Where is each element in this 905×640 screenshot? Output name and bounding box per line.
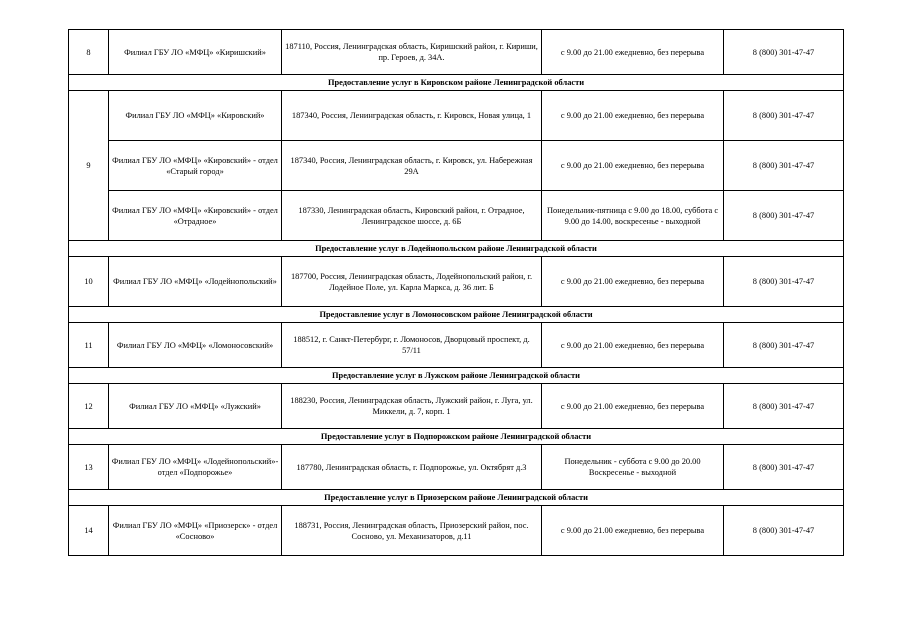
- branch-phone: 8 (800) 301-47-47: [724, 30, 844, 75]
- branch-name: Филиал ГБУ ЛО «МФЦ» «Киришский»: [109, 30, 282, 75]
- branch-hours: с 9.00 до 21.00 ежедневно, без перерыва: [542, 91, 724, 141]
- section-heading: Предоставление услуг в Приозерском районе Ленинградской области: [69, 490, 844, 506]
- branch-address: 187700, Россия, Ленинградская область, Лодейнопольский район, г. Лодейное Поле, ул. Карла Маркса, д. 36 лит. Б: [282, 257, 542, 307]
- branch-name: Филиал ГБУ ЛО «МФЦ» «Лужский»: [109, 384, 282, 429]
- section-heading: Предоставление услуг в Подпорожском районе Ленинградской области: [69, 429, 844, 445]
- branch-name: Филиал ГБУ ЛО «МФЦ» «Кировский» - отдел «Отрадное»: [109, 191, 282, 241]
- row-number: 14: [69, 506, 109, 556]
- branch-phone: 8 (800) 301-47-47: [724, 257, 844, 307]
- table-row: [69, 445, 844, 490]
- branch-name: Филиал ГБУ ЛО «МФЦ» «Лодейнопольский»: [109, 257, 282, 307]
- section-row: [69, 490, 844, 506]
- section-heading: Предоставление услуг в Ломоносовском районе Ленинградской области: [69, 307, 844, 323]
- branch-hours: с 9.00 до 21.00 ежедневно, без перерыва: [542, 323, 724, 368]
- branch-phone: 8 (800) 301-47-47: [724, 384, 844, 429]
- section-heading: Предоставление услуг в Кировском районе Ленинградской области: [69, 75, 844, 91]
- branch-name: Филиал ГБУ ЛО «МФЦ» «Кировский» - отдел «Старый город»: [109, 141, 282, 191]
- branch-address: 187780, Ленинградская область, г. Подпорожье, ул. Октябрят д.3: [282, 445, 542, 490]
- table-row: [69, 30, 844, 75]
- section-heading: Предоставление услуг в Лодейнопольском районе Ленинградской области: [69, 241, 844, 257]
- table-row: [69, 384, 844, 429]
- branch-hours: с 9.00 до 21.00 ежедневно, без перерыва: [542, 257, 724, 307]
- branch-hours: Понедельник - суббота с 9.00 до 20.00 Воскресенье - выходной: [542, 445, 724, 490]
- branch-address: 187330, Ленинградская область, Кировский район, г. Отрадное, Ленинградское шоссе, д. 6Б: [282, 191, 542, 241]
- row-number: 9: [69, 91, 109, 241]
- branch-address: 187110, Россия, Ленинградская область, Киришский район, г. Кириши, пр. Героев, д. 34А.: [282, 30, 542, 75]
- branch-hours: с 9.00 до 21.00 ежедневно, без перерыва: [542, 141, 724, 191]
- branch-address: 188230, Россия, Ленинградская область, Лужский район, г. Луга, ул. Миккели, д. 7, корп. 1: [282, 384, 542, 429]
- table-row: [69, 257, 844, 307]
- row-number: 12: [69, 384, 109, 429]
- branch-name: Филиал ГБУ ЛО «МФЦ» «Приозерск» - отдел «Сосново»: [109, 506, 282, 556]
- branch-phone: 8 (800) 301-47-47: [724, 445, 844, 490]
- section-row: [69, 429, 844, 445]
- branch-phone: 8 (800) 301-47-47: [724, 323, 844, 368]
- section-row: [69, 368, 844, 384]
- row-number: 8: [69, 30, 109, 75]
- branch-name: Филиал ГБУ ЛО «МФЦ» «Кировский»: [109, 91, 282, 141]
- branch-phone: 8 (800) 301-47-47: [724, 506, 844, 556]
- table-row: [69, 141, 844, 191]
- section-row: [69, 241, 844, 257]
- branch-address: 188731, Россия, Ленинградская область, Приозерский район, пос. Сосново, ул. Механизаторов, д.11: [282, 506, 542, 556]
- branch-hours: с 9.00 до 21.00 ежедневно, без перерыва: [542, 506, 724, 556]
- row-number: 10: [69, 257, 109, 307]
- branch-hours: Понедельник-пятница с 9.00 до 18.00, суббота с 9.00 до 14.00, воскресенье - выходной: [542, 191, 724, 241]
- row-number: 13: [69, 445, 109, 490]
- branch-name: Филиал ГБУ ЛО «МФЦ» «Лодейнопольский»-отдел «Подпорожье»: [109, 445, 282, 490]
- section-row: [69, 75, 844, 91]
- branches-table: [68, 29, 844, 556]
- branch-hours: с 9.00 до 21.00 ежедневно, без перерыва: [542, 384, 724, 429]
- branch-address: 188512, г. Санкт-Петербург, г. Ломоносов, Дворцовый проспект, д. 57/11: [282, 323, 542, 368]
- section-row: [69, 307, 844, 323]
- table-row: [69, 323, 844, 368]
- branch-address: 187340, Россия, Ленинградская область, г. Кировск, ул. Набережная 29А: [282, 141, 542, 191]
- branch-address: 187340, Россия, Ленинградская область, г. Кировск, Новая улица, 1: [282, 91, 542, 141]
- table-row: [69, 91, 844, 141]
- branch-phone: 8 (800) 301-47-47: [724, 191, 844, 241]
- section-heading: Предоставление услуг в Лужском районе Ленинградской области: [69, 368, 844, 384]
- branch-name: Филиал ГБУ ЛО «МФЦ» «Ломоносовский»: [109, 323, 282, 368]
- branch-phone: 8 (800) 301-47-47: [724, 91, 844, 141]
- branch-phone: 8 (800) 301-47-47: [724, 141, 844, 191]
- table-row: [69, 191, 844, 241]
- row-number: 11: [69, 323, 109, 368]
- table-row: [69, 506, 844, 556]
- branch-hours: с 9.00 до 21.00 ежедневно, без перерыва: [542, 30, 724, 75]
